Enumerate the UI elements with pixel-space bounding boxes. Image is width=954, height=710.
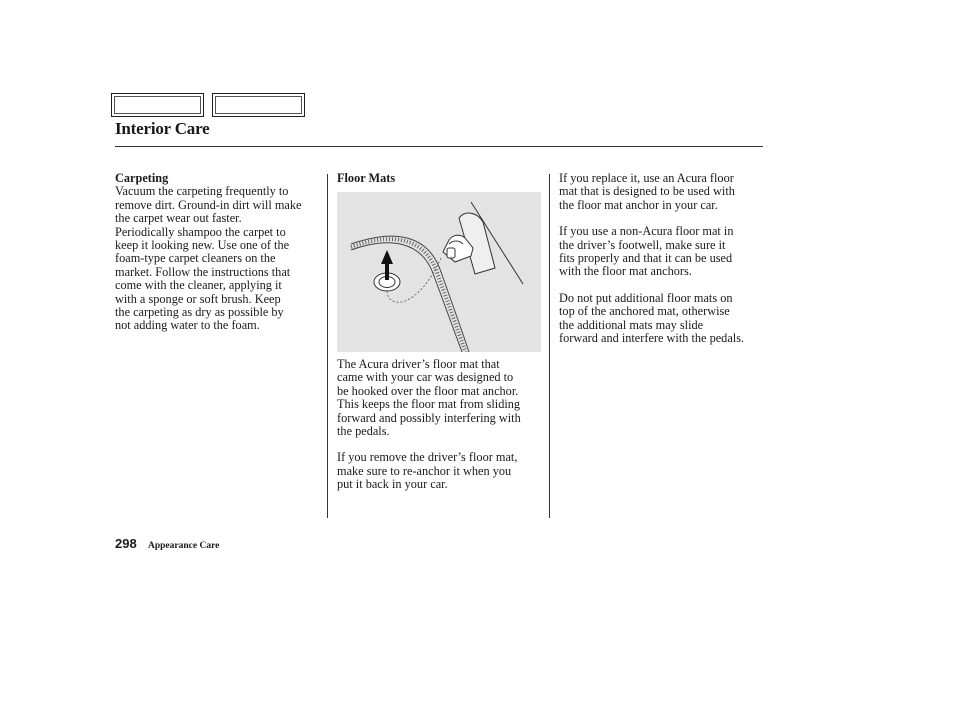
column-replacement-mats: [559, 172, 769, 345]
text-line: This keeps the floor mat from sliding: [337, 397, 521, 412]
text-line: the carpet wear out faster.: [115, 211, 242, 226]
text-line: came with your car was designed to: [337, 370, 514, 385]
text-line: be hooked over the floor mat anchor.: [337, 383, 519, 398]
text-line: If you remove the driver’s floor mat,: [337, 450, 518, 465]
text-line: If you replace it, use an Acura floor: [559, 171, 734, 185]
floor-mats-heading: Floor Mats: [337, 171, 396, 185]
header-tab-right: [212, 93, 305, 117]
text-line: remove dirt. Ground-in dirt will make: [115, 197, 302, 212]
text-line: the pedals.: [337, 424, 390, 439]
text-line: Vacuum the carpeting frequently to: [115, 184, 289, 199]
text-line: market. Follow the instructions that: [115, 264, 291, 279]
column-floor-mats: [337, 172, 544, 185]
text-line: mat that is designed to be used with: [559, 184, 735, 199]
text-line: the driver’s footwell, make sure it: [559, 237, 726, 252]
paragraph: [337, 451, 544, 491]
page-title: Interior Care: [115, 119, 210, 138]
text-line: If you use a non-Acura floor mat in: [559, 224, 734, 239]
paragraph: [559, 225, 769, 279]
text-line: make sure to re-anchor it when you: [337, 463, 512, 478]
title-rule: [115, 146, 763, 147]
text-line: forward and interfere with the pedals.: [559, 331, 745, 346]
header-tab-left: [111, 93, 204, 117]
text-line: forward and possibly interfering with: [337, 410, 521, 425]
text-line: The Acura driver’s floor mat that: [337, 357, 500, 371]
text-line: not adding water to the foam.: [115, 318, 260, 333]
section-name: Appearance Care: [148, 541, 220, 551]
page-number: 298: [115, 536, 137, 551]
floor-mat-anchor-illustration: [337, 192, 541, 352]
column-divider-2: [549, 174, 550, 518]
text-line: the carpeting as dry as possible by: [115, 305, 284, 320]
text-line: foam-type carpet cleaners on the: [115, 251, 276, 266]
floor-mat-anchor-drawing: [337, 192, 541, 352]
text-line: put it back in your car.: [337, 477, 448, 492]
text-line: the floor mat anchor in your car.: [559, 197, 718, 212]
text-line: the additional mats may slide: [559, 317, 704, 332]
text-line: Periodically shampoo the carpet to: [115, 224, 286, 239]
text-line: top of the anchored mat, otherwise: [559, 304, 730, 319]
carpeting-heading: Carpeting: [115, 171, 169, 185]
paragraph: [559, 292, 769, 346]
text-line: with the floor mat anchors.: [559, 264, 692, 279]
text-line: keep it looking new. Use one of the: [115, 238, 290, 253]
text-line: come with the cleaner, applying it: [115, 278, 282, 293]
text-line: Do not put additional floor mats on: [559, 290, 733, 305]
text-line: with a sponge or soft brush. Keep: [115, 291, 281, 306]
text-line: fits properly and that it can be used: [559, 251, 733, 266]
column-floor-mats-text: [337, 358, 544, 492]
column-divider-1: [327, 174, 328, 518]
column-carpeting: [115, 172, 320, 333]
